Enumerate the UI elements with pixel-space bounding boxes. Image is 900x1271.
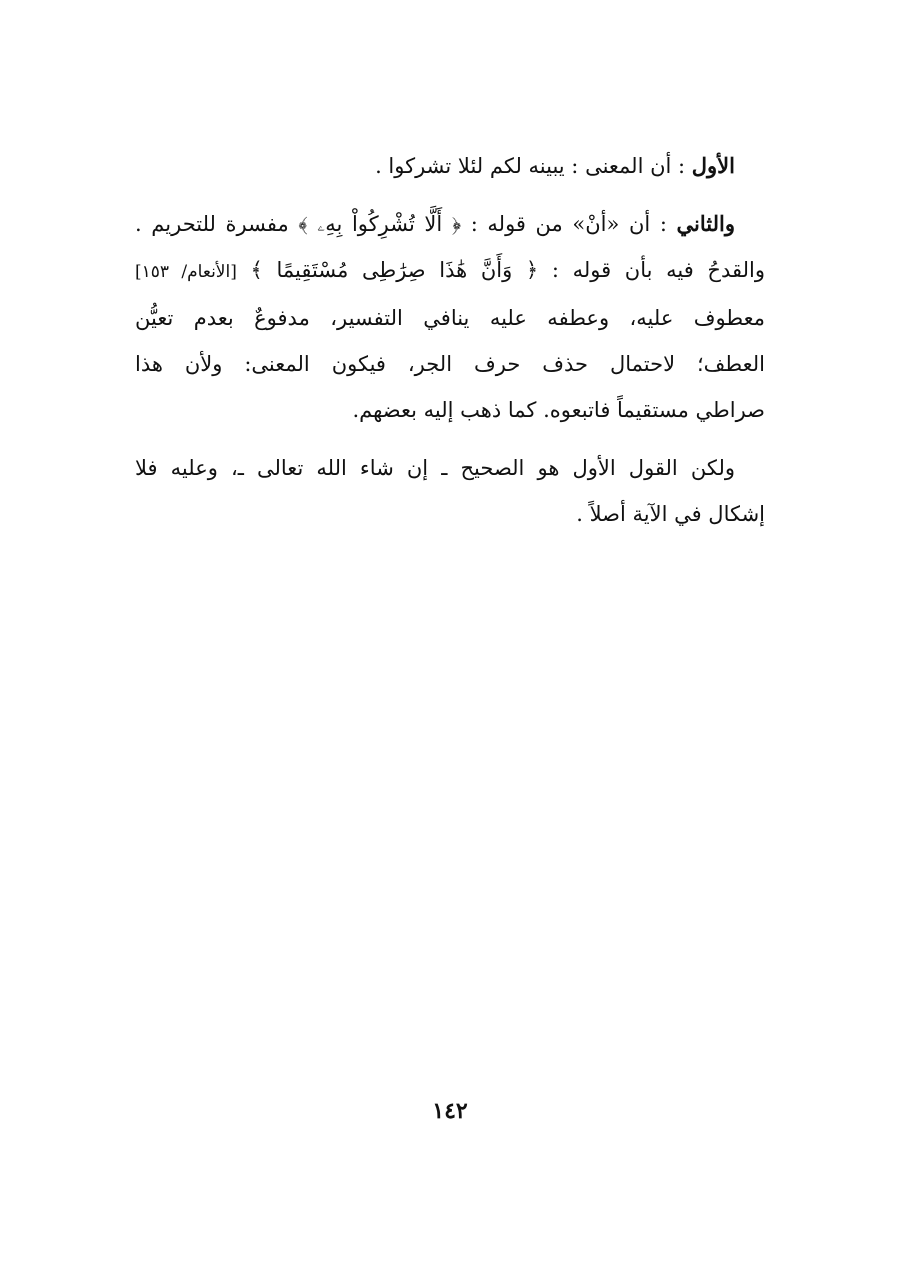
line: صراطي مستقيماً فاتبعوه. كما ذهب إليه بعضهم. [352, 398, 765, 422]
line-text: والقدحُ فيه بأن قوله : ﴿ وَأَنَّ هَٰذَا صِرَٰطِى مُسْتَقِيمًا ﴾ [250, 258, 765, 282]
line-text: : أن المعنى : يبينه لكم لئلا تشركوا . [375, 154, 686, 178]
lead-word: والثاني [676, 211, 735, 236]
lead-word: الأول [691, 153, 735, 178]
line: العطف؛ لاحتمال حذف حرف الجر، فيكون المعنى: ولأن هذا [135, 352, 765, 376]
paragraph-second-view [135, 201, 765, 433]
line: معطوف عليه، وعطفه عليه ينافي التفسير، مدفوعٌ بعدم تعيُّن [135, 306, 765, 330]
line [135, 247, 765, 295]
paragraph-first-view [135, 143, 765, 189]
paragraph-conclusion [135, 445, 765, 537]
line [135, 201, 765, 247]
line-text: : أن «أنْ» من قوله : ﴿ أَلَّا تُشْرِكُواْ بِهِۦ ﴾ مفسرة للتحريم . [135, 212, 667, 236]
body-text [135, 143, 765, 537]
quran-reference: [الأنعام/ ١٥٣] [135, 262, 237, 282]
line [135, 143, 765, 189]
page-number: ١٤٢ [432, 1098, 468, 1124]
line: إشكال في الآية أصلاً . [576, 502, 765, 526]
line: ولكن القول الأول هو الصحيح ـ إن شاء الله تعالى ـ، وعليه فلا [135, 456, 735, 480]
